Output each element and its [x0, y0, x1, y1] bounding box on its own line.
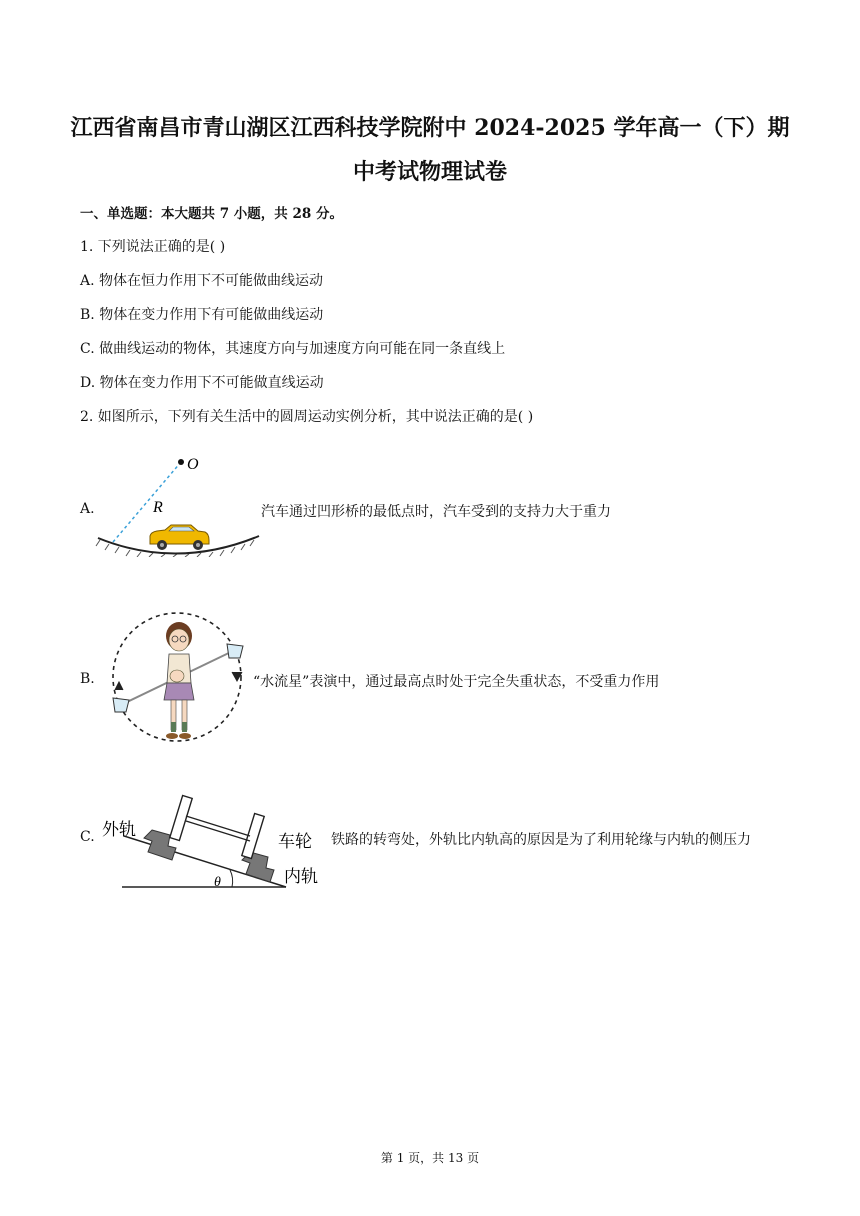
- doc-title-line1: 江西省南昌市青山湖区江西科技学院附中 2024-2025 学年高一（下）期: [70, 115, 790, 141]
- wheel-axle-icon: [170, 795, 264, 858]
- q1-stem: 1. 下列说法正确的是( ): [80, 239, 226, 255]
- q1-option-a: A. 物体在恒力作用下不可能做曲线运动: [80, 273, 324, 289]
- performer-girl-icon: [164, 622, 194, 739]
- section-heading: 一、单选题：本大题共 7 小题，共 28 分。: [80, 206, 343, 222]
- q1-option-b: B. 物体在变力作用下有可能做曲线运动: [80, 307, 324, 323]
- q2-option-c-text: 铁路的转弯处，外轨比内轨高的原因是为了利用轮缘与内轨的侧压力: [331, 832, 751, 848]
- point-o-label: O: [187, 456, 199, 473]
- q2-option-a-text: 汽车通过凹形桥的最低点时，汽车受到的支持力大于重力: [261, 504, 611, 520]
- concave-bridge-figure: [95, 452, 265, 557]
- outer-rail-label: 外轨: [102, 820, 136, 840]
- water-meteor-figure: [105, 588, 255, 758]
- q2-option-a-label: A.: [80, 501, 95, 517]
- q2-option-b-text: “水流星”表演中，通过最高点时处于完全失重状态，不受重力作用: [253, 674, 660, 690]
- q1-option-d: D. 物体在变力作用下不可能做直线运动: [80, 375, 324, 391]
- q1-option-c: C. 做曲线运动的物体，其速度方向与加速度方向可能在同一条直线上: [80, 341, 506, 357]
- doc-title-line2: 中考试物理试卷: [352, 159, 507, 185]
- page-footer: 第 1 页，共 13 页: [380, 1151, 480, 1165]
- wheel-label: 车轮: [278, 832, 312, 852]
- car-icon: [150, 525, 209, 550]
- railway-curve-figure: [100, 790, 330, 895]
- q2-stem: 2. 如图所示，下列有关生活中的圆周运动实例分析，其中说法正确的是( ): [80, 409, 534, 425]
- radius-r-label: R: [153, 499, 163, 516]
- q2-option-c-label: C.: [80, 829, 95, 845]
- q2-option-b-label: B.: [80, 671, 95, 687]
- inner-rail-label: 内轨: [284, 867, 318, 887]
- angle-theta-label: θ: [214, 875, 221, 890]
